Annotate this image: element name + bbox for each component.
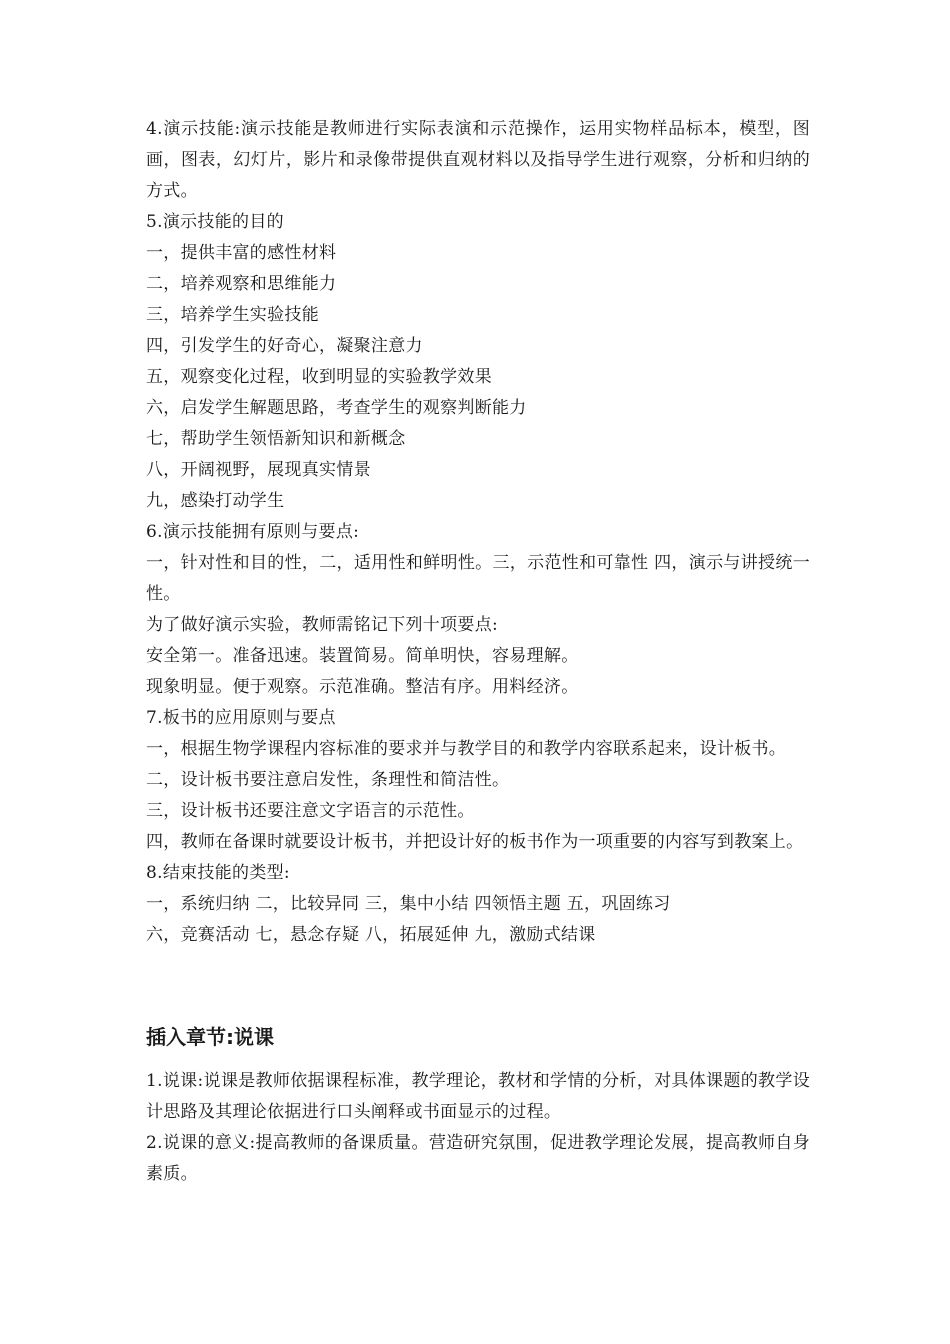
- content-block-2: [146, 1066, 810, 1190]
- paragraph: 现象明显。便于观察。示范准确。整洁有序。用料经济。: [146, 677, 579, 697]
- paragraph: 八，开阔视野，展现真实情景: [146, 460, 371, 480]
- paragraph: 三，设计板书还要注意文字语言的示范性。: [146, 801, 475, 821]
- content-block-1: [146, 114, 810, 951]
- paragraph: 三，培养学生实验技能: [146, 305, 319, 325]
- paragraph: 二，培养观察和思维能力: [146, 274, 337, 294]
- paragraph: 七，帮助学生领悟新知识和新概念: [146, 429, 406, 449]
- paragraph: 六，竞赛活动 七，悬念存疑 八，拓展延伸 九，激励式结课: [146, 925, 596, 945]
- paragraph: 一，提供丰富的感性材料: [146, 243, 337, 263]
- section-heading-block: [146, 1022, 810, 1053]
- paragraph: 一，针对性和目的性，二，适用性和鲜明性。三，示范性和可靠性 四，演示与讲授统一性。: [146, 553, 810, 604]
- paragraph: 1.说课:说课是教师依据课程标准，教学理论，教材和学情的分析，对具体课题的教学设计思路及其理论依据进行口头阐释或书面显示的过程。: [146, 1071, 810, 1122]
- paragraph: 4.演示技能:演示技能是教师进行实际表演和示范操作，运用实物样品标本，模型，图画，图表，幻灯片，影片和录像带提供直观材料以及指导学生进行观察，分析和归纳的方式。: [146, 119, 810, 201]
- paragraph: 6.演示技能拥有原则与要点:: [146, 522, 360, 542]
- paragraph: 一，根据生物学课程内容标准的要求并与教学目的和教学内容联系起来，设计板书。: [146, 739, 787, 759]
- paragraph: 2.说课的意义:提高教师的备课质量。营造研究氛围，促进教学理论发展，提高教师自身素质。: [146, 1133, 810, 1184]
- paragraph: 7.板书的应用原则与要点: [146, 708, 336, 728]
- section-heading: 插入章节:说课: [146, 1025, 274, 1049]
- paragraph: 为了做好演示实验，教师需铭记下列十项要点:: [146, 615, 499, 635]
- paragraph: 四，教师在备课时就要设计板书，并把设计好的板书作为一项重要的内容写到教案上。: [146, 832, 804, 852]
- paragraph: 五，观察变化过程，收到明显的实验教学效果: [146, 367, 492, 387]
- paragraph: 四，引发学生的好奇心，凝聚注意力: [146, 336, 423, 356]
- paragraph: 安全第一。准备迅速。装置简易。简单明快，容易理解。: [146, 646, 579, 666]
- paragraph: 一，系统归纳 二，比较异同 三，集中小结 四领悟主题 五，巩固练习: [146, 894, 671, 914]
- paragraph: 二，设计板书要注意启发性，条理性和简洁性。: [146, 770, 510, 790]
- paragraph: 九，感染打动学生: [146, 491, 285, 511]
- paragraph: 5.演示技能的目的: [146, 212, 284, 232]
- paragraph: 8.结束技能的类型:: [146, 863, 290, 883]
- paragraph: 六，启发学生解题思路，考查学生的观察判断能力: [146, 398, 527, 418]
